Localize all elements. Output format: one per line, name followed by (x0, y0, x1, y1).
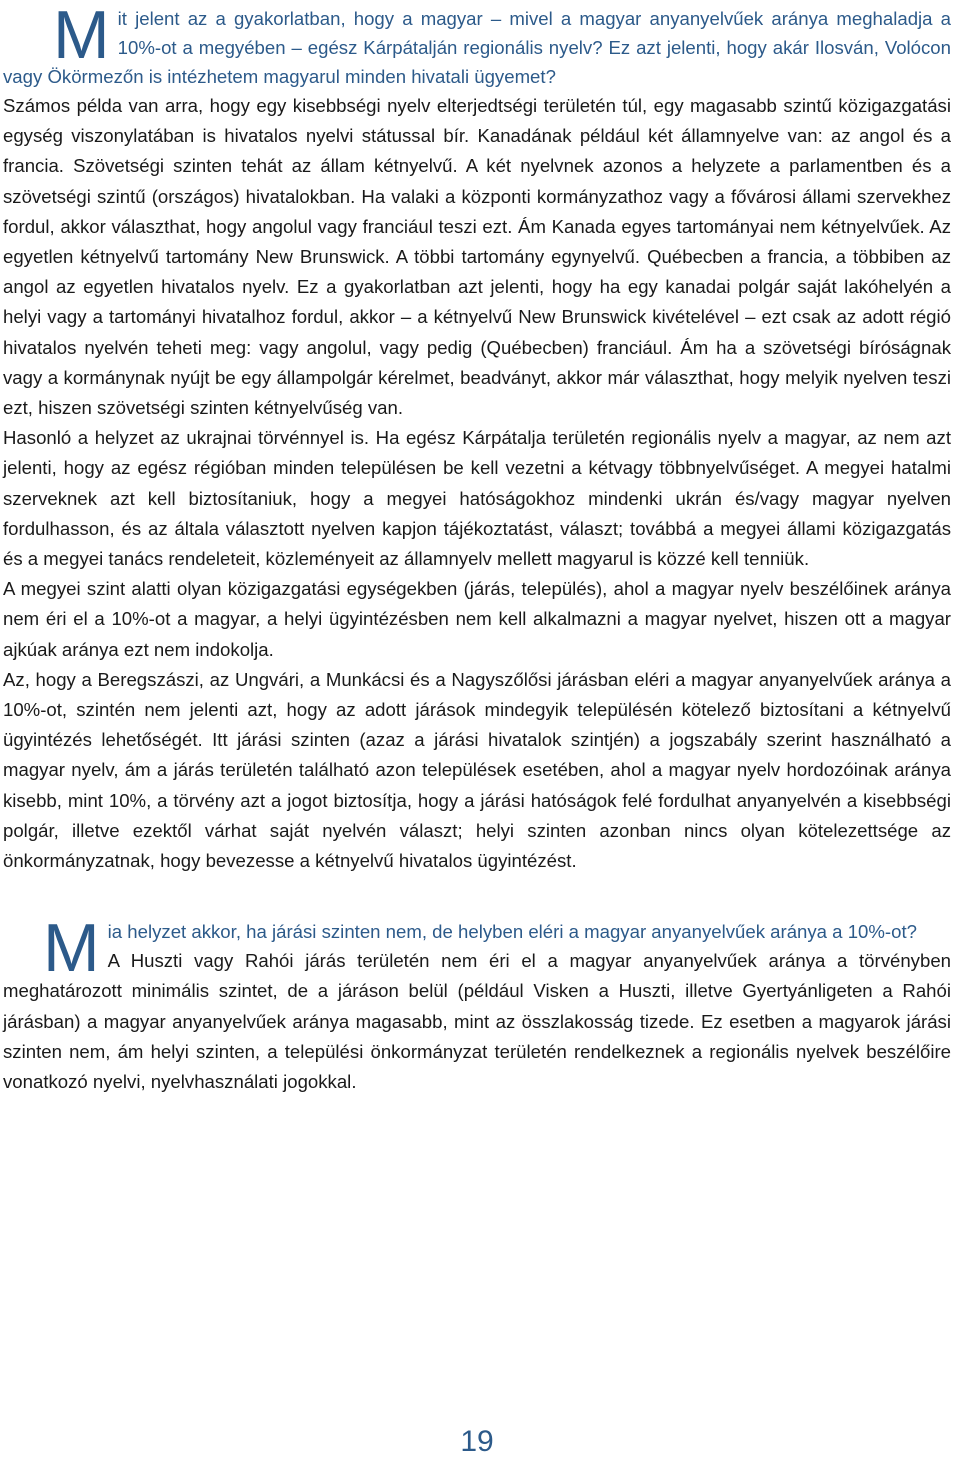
body-paragraph: Hasonló a helyzet az ukrajnai törvénnyel is. Ha egész Kárpátalja területén regionális nyelv a magyar, az nem azt jelenti, hogy az egész régióban minden településen be kell vezetni a kétvagy többnyelvűséget. A megyei hatalmi szerveknek azt kell biztosítaniuk, hogy a megyei hatóságokhoz mindenki ukrán és/vagy magyar nyelven fordulhasson, és az általa választott nyelven kapjon tájékoztatást, választ; továbbá a megyei állami közigazgatás és a megyei tanács rendeleteit, közleményeit az államnyelv mellett magyarul is közzé kell tenniük. (3, 427, 951, 570)
page-content (3, 0, 951, 1097)
body-paragraph: A Huszti vagy Rahói járás területén nem éri el a magyar anyanyelvűek aránya a törvényben meghatározott minimális szintet, de a járáson belül (például Visken a Huszti, illetve Gyertyánligeten a Rahói járásban) a magyar anyanyelvűek aránya magasabb, mint az összlakosság tizede. Ez esetben a magyarok járási szinten nem, ám helyi szinten, a települési önkormányzat területén rendelkeznek a regionális nyelvek beszélőire vonatkozó nyelvi, nyelvhasználati jogokkal. (3, 950, 951, 1093)
question-text: ia helyzet akkor, ha járási szinten nem, de helyben eléri a magyar anyanyelvűek aránya a 10%-ot? (107, 921, 917, 943)
drop-cap: M (43, 910, 100, 987)
body-paragraph: Számos példa van arra, hogy egy kisebbségi nyelv elterjedtségi területén túl, egy magasabb szintű közigazgatási egység viszonylatában is hivatalos nyelvi státussal bír. Kanadának például két államnyelve van: az angol és a francia. Szövetségi szinten tehát az állam kétnyelvű. A két nyelvnek azonos a helyzete a parlamentben és a szövetségi szintű (országos) hivatalokban. Ha valaki a központi kormányzathoz vagy a fővárosi állami szervekhez fordul, akkor választhat, hogy angolul vagy franciául teszi ezt. Ám Kanada egyes tartományai nem kétnyelvűek. Az egyetlen kétnyelvű tartomány New Brunswick. A többi tartomány egynyelvű. Québecben a francia, a többiben az angol az egyetlen hivatalos nyelv. Ez a gyakorlatban azt jelenti, hogy ha egy kanadai polgár saját lakóhelyén a helyi vagy a tartományi hivatalhoz fordul, akkor – a kétnyelvű New Brunswick kivételével – ezt csak az adott régió hivatalos nyelvén teheti meg: vagy angolul, vagy pedig (Québecben) franciául. Ám ha a szövetségi bíróságnak vagy a kormánynak nyújt be egy állampolgár kérelmet, beadványt, akkor már választhat, hogy melyik nyelven teszi ezt, hiszen szövetségi szinten kétnyelvűség van. (3, 95, 951, 419)
page-number: 19 (460, 1425, 494, 1458)
body-paragraph: A megyei szint alatti olyan közigazgatási egységekben (járás, település), ahol a magyar nyelv beszélőinek aránya nem éri el a 10%-ot a magyar, a helyi ügyintézésben nem kell alkalmazni a magyar nyelvet, hiszen ott a magyar ajkúak aránya ezt nem indokolja. (3, 578, 951, 660)
question-heading (3, 910, 951, 987)
body-paragraph: Az, hogy a Beregszászi, az Ungvári, a Munkácsi és a Nagyszőlősi járásban eléri a magyar anyanyelvűek aránya a 10%-ot, szintén nem jelenti azt, hogy az adott járások mindegyik településén kötelező biztosítani a kétnyelvű ügyintézés lehetőségét. Itt járási szinten (azaz a járási hivatalok szintjén) a jogszabály szerint használható a magyar nyelv, ám a járás területén található azon települések esetében, ahol a magyar nyelv hordozóinak aránya kisebb, mint 10%, a törvény azt a jogot biztosítja, hogy a járási hatóságok felé fordulhat anyanyelvén a kisebbségi polgár, illetve ezektől várhat saját nyelvén választ; helyi szinten azonban nincs olyan kötelezettsége az önkormányzatnak, hogy bevezesse a kétnyelvű hivatalos ügyintézést. (3, 668, 951, 872)
question-heading (3, 0, 951, 91)
drop-cap: M (53, 0, 110, 73)
question-text: it jelent az a gyakorlatban, hogy a magyar – mivel a magyar anyanyelvűek aránya meghaladja a 10%-ot a megyében – egész Kárpátalján regionális nyelv? Ez azt jelenti, hogy akár Ilosván, Volócon vagy Ökörmezőn is intézhetem magyarul minden hivatali ügyemet? (3, 8, 951, 87)
